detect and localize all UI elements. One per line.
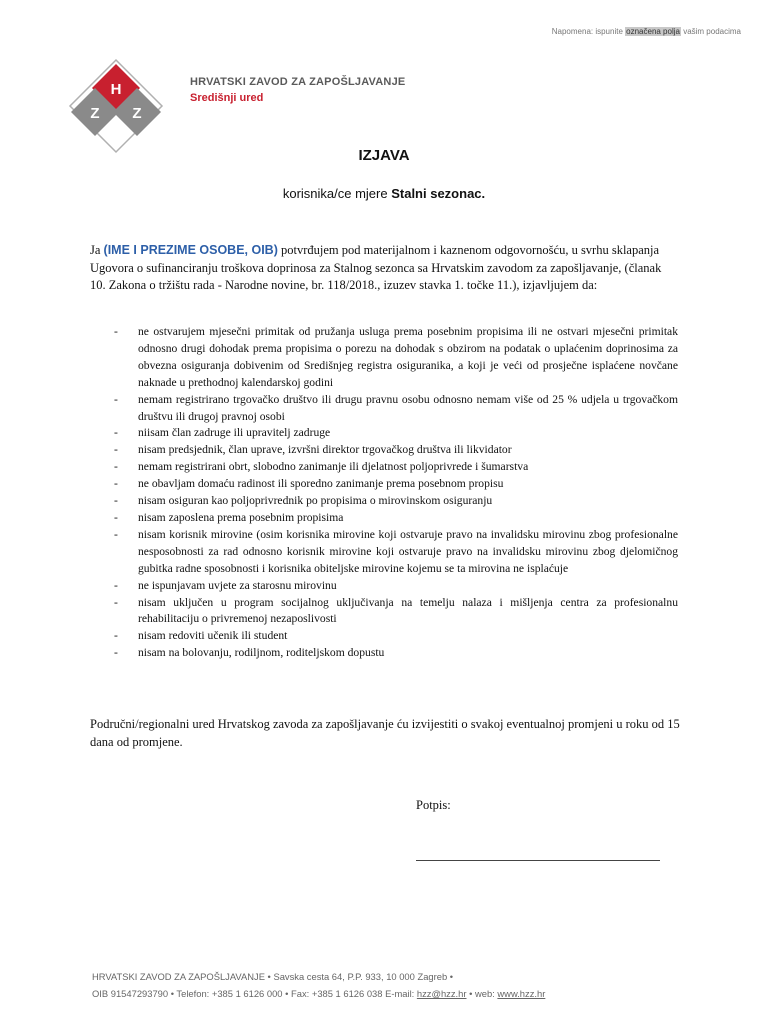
list-dash: -	[114, 460, 118, 474]
list-dash: -	[114, 510, 118, 524]
list-dash: -	[114, 494, 118, 508]
declaration-item	[90, 510, 678, 527]
declaration-item-text: niisam član zadruge ili upravitelj zadruge	[138, 426, 331, 440]
list-dash: -	[114, 595, 118, 609]
declaration-item	[90, 459, 678, 476]
declaration-item	[90, 527, 678, 578]
footer-address: HRVATSKI ZAVOD ZA ZAPOŠLJAVANJE • Savska cesta 64, P.P. 933, 10 000 Zagreb •	[92, 971, 454, 982]
declaration-item-text: nisam osiguran kao poljoprivrednik po propisima o mirovinskom osiguranju	[138, 494, 493, 508]
logo-letter-z1: Z	[90, 105, 100, 122]
document-subtitle: korisnika/ce mjere Stalni sezonac.	[282, 186, 486, 201]
declaration-item	[90, 476, 678, 493]
declaration-item-text: ne ispunjavam uvjete za starosnu mirovinu	[138, 578, 337, 592]
declaration-item-text: ne ostvarujem mjesečni primitak od pružanja usluga prema posebnim propisima ili ne ostvari mjesečni primitak odnosno drugi dohodak prema propisima o porezu na dohodak s obzirom na podatak o uplaćenim doprinosima za obvezna osiguranja dobivenim od Središnjeg registra osiguranika, a koji je veći od prosječne isplaćene novčane naknade u prethodnoj kalendarskoj godini	[138, 325, 678, 389]
highlighted-fields-label: označena polja	[626, 27, 680, 36]
declaration-item	[90, 595, 678, 629]
closing-paragraph: Područni/regionalni ured Hrvatskog zavoda za zapošljavanje ću izvijestiti o svakoj eventualnoj promjeni u roku od 15 dana od promjene.	[90, 717, 680, 749]
fill-in-note: Napomena: ispunite označena polja vašim podacima	[551, 27, 741, 36]
list-dash: -	[114, 527, 118, 541]
declaration-item	[90, 645, 678, 662]
website-link[interactable]: www.hzz.hr	[497, 988, 546, 999]
logo-letter-z2: Z	[132, 105, 142, 122]
name-oib-placeholder[interactable]: (IME I PREZIME OSOBE, OIB)	[103, 243, 278, 257]
measure-name: Stalni sezonac.	[391, 186, 486, 201]
declaration-item-text: nisam redoviti učenik ili student	[138, 629, 288, 643]
footer	[92, 968, 545, 1002]
declaration-item-text: nemam registrirano trgovačko društvo ili drugu pravnu osobu odnosno nemam više od 25 % udjela u trgovačkom društvu ili drugoj pravnoj osobi	[138, 392, 678, 423]
intro-paragraph: Ja (IME I PREZIME OSOBE, OIB) potvrđujem pod materijalnom i kaznenom odgovornošću, u svrhu sklapanja Ugovora o sufinanciranju troškova doprinosa za Stalnog sezonca sa Hrvatskim zavodom za zapošljavanje, (članak 10. Zakona o tržištu rada - Narodne novine, br. 118/2018., izuzev stavka 1. točke 11.), izjavljujem da:	[90, 243, 662, 292]
footer-contact: OIB 91547293790 • Telefon: +385 1 6126 000 • Fax: +385 1 6126 038 E-mail: hzz@hzz.hr • web: www.hzz.hr	[92, 988, 546, 999]
org-name: HRVATSKI ZAVOD ZA ZAPOŠLJAVANJE	[190, 76, 406, 88]
hzz-logo	[68, 58, 164, 154]
email-link[interactable]: hzz@hzz.hr	[416, 988, 467, 999]
org-office: Središnji ured	[190, 92, 264, 104]
declaration-item	[90, 628, 678, 645]
declaration-item	[90, 578, 678, 595]
list-dash: -	[114, 477, 118, 491]
declaration-item	[90, 392, 678, 426]
declaration-item-text: nisam predsjednik, član uprave, izvršni direktor trgovačkog društva ili likvidator	[138, 443, 512, 457]
signature-label: Potpis:	[416, 798, 451, 812]
list-dash: -	[114, 629, 118, 643]
declaration-item	[90, 324, 678, 392]
declaration-list	[90, 324, 678, 662]
org-header	[190, 76, 405, 104]
document-title: IZJAVA	[358, 147, 410, 164]
signature-line[interactable]	[416, 860, 660, 861]
declaration-item-text: nemam registrirani obrt, slobodno zanimanje ili djelatnost poljoprivrede i šumarstva	[138, 460, 529, 474]
list-dash: -	[114, 646, 118, 660]
declaration-item	[90, 442, 678, 459]
declaration-item-text: nisam uključen u program socijalnog uključivanja na temelju nalaza i mišljenja centra za profesionalnu rehabilitaciju o privremenoj nezaposlivosti	[138, 595, 678, 626]
list-dash: -	[114, 426, 118, 440]
logo-letter-h: H	[110, 81, 122, 98]
declaration-item	[90, 425, 678, 442]
declaration-item-text: ne obavljam domaću radinost ili sporedno zanimanje prema posebnom propisu	[138, 477, 504, 491]
list-dash: -	[114, 443, 118, 457]
declaration-item-text: nisam na bolovanju, rodiljnom, roditeljskom dopustu	[138, 646, 385, 660]
list-dash: -	[114, 325, 118, 338]
declaration-item-text: nisam zaposlena prema posebnim propisima	[138, 510, 344, 524]
list-dash: -	[114, 392, 118, 406]
declaration-item	[90, 493, 678, 510]
declaration-item-text: nisam korisnik mirovine (osim korisnika mirovine koji ostvaruje pravo na invalidsku mirovinu zbog profesionalne nesposobnosti za rad odnosno korisnik mirovine koji ostvaruje pravo na invalidsku mirovinu zbog djelomičnog gubitka radne sposobnosti i korisnika obiteljske mirovine kojemu se ta mirovina ne isplaćuje	[138, 527, 678, 575]
list-dash: -	[114, 578, 118, 592]
